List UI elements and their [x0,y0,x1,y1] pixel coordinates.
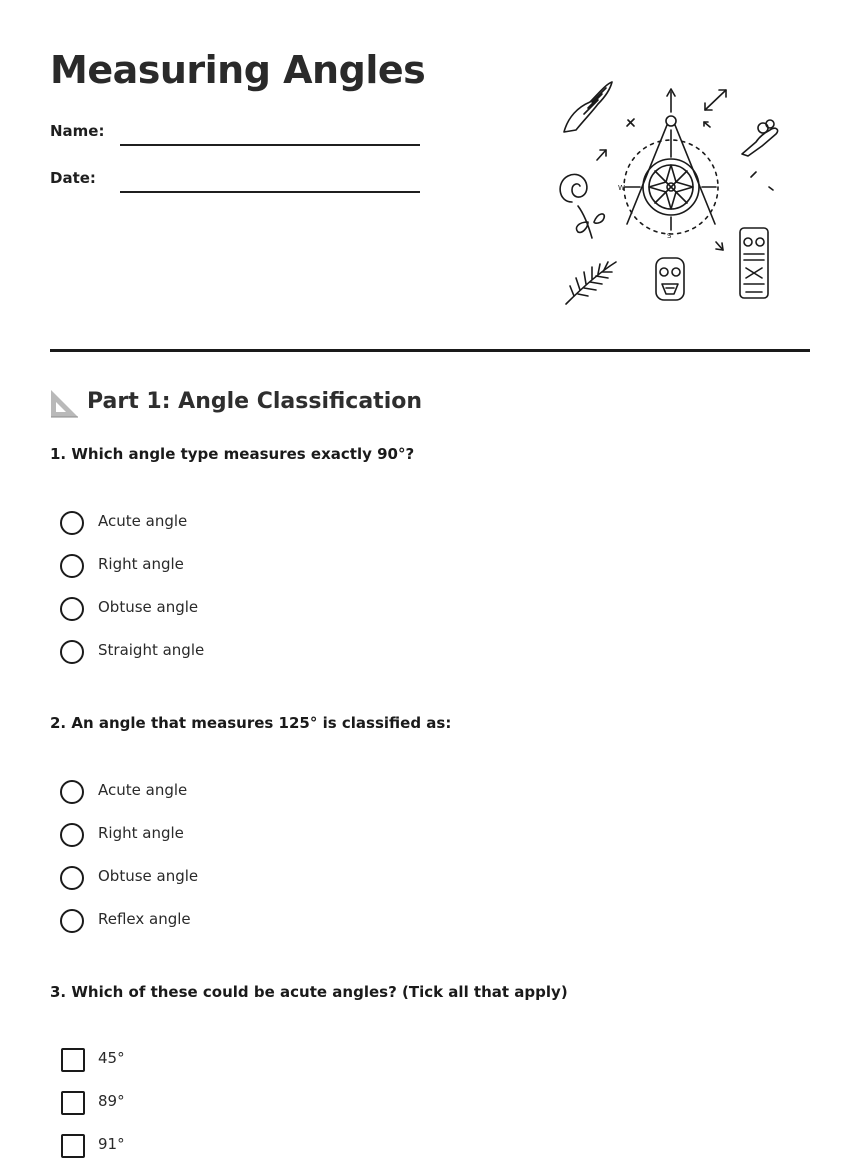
part1-heading [50,386,650,422]
name-field [50,122,430,146]
option-label: Straight angle [98,641,205,659]
q1-option-3[interactable] [60,596,460,622]
option-label: Acute angle [98,512,188,530]
option-label: Reflex angle [98,910,191,928]
question-3: 3. Which of these could be acute angles? (Tick all that apply) [50,983,568,1001]
option-label: Obtuse angle [98,598,199,616]
checkbox[interactable] [61,1134,85,1158]
worksheet-title: Measuring Angles [50,48,426,92]
radio-button[interactable] [60,823,84,847]
name-label: Name: [50,122,105,140]
radio-button[interactable] [60,780,84,804]
compass-w-letter: W [618,184,625,192]
radio-button[interactable] [60,866,84,890]
radio-button[interactable] [60,554,84,578]
q2-option-2[interactable] [60,822,460,848]
q2-option-1[interactable] [60,779,460,805]
date-field [50,169,430,193]
radio-button[interactable] [60,640,84,664]
name-line[interactable] [120,144,420,146]
radio-button[interactable] [60,909,84,933]
compass-s-letter: S [667,232,672,240]
q2-option-3[interactable] [60,865,460,891]
q3-option-1[interactable] [60,1047,460,1073]
q1-option-1[interactable] [60,510,460,536]
option-label: Right angle [98,824,184,842]
part1-title: Part 1: Angle Classification [87,389,423,414]
q3-option-3[interactable] [60,1133,460,1159]
section-divider [50,349,810,352]
question-1: 1. Which angle type measures exactly 90°? [50,445,415,463]
date-line[interactable] [120,191,420,193]
radio-button[interactable] [60,597,84,621]
compass-illustration [548,72,788,312]
q3-option-2[interactable] [60,1090,460,1116]
question-2: 2. An angle that measures 125° is classified as: [50,714,452,732]
option-label: 91° [98,1135,125,1153]
option-label: Right angle [98,555,184,573]
set-square-icon [50,388,80,418]
option-label: Obtuse angle [98,867,199,885]
q1-option-4[interactable] [60,639,460,665]
q1-option-2[interactable] [60,553,460,579]
checkbox[interactable] [61,1048,85,1072]
option-label: 45° [98,1049,125,1067]
option-label: 89° [98,1092,125,1110]
option-label: Acute angle [98,781,188,799]
checkbox[interactable] [61,1091,85,1115]
date-label: Date: [50,169,96,187]
q2-option-4[interactable] [60,908,460,934]
radio-button[interactable] [60,511,84,535]
